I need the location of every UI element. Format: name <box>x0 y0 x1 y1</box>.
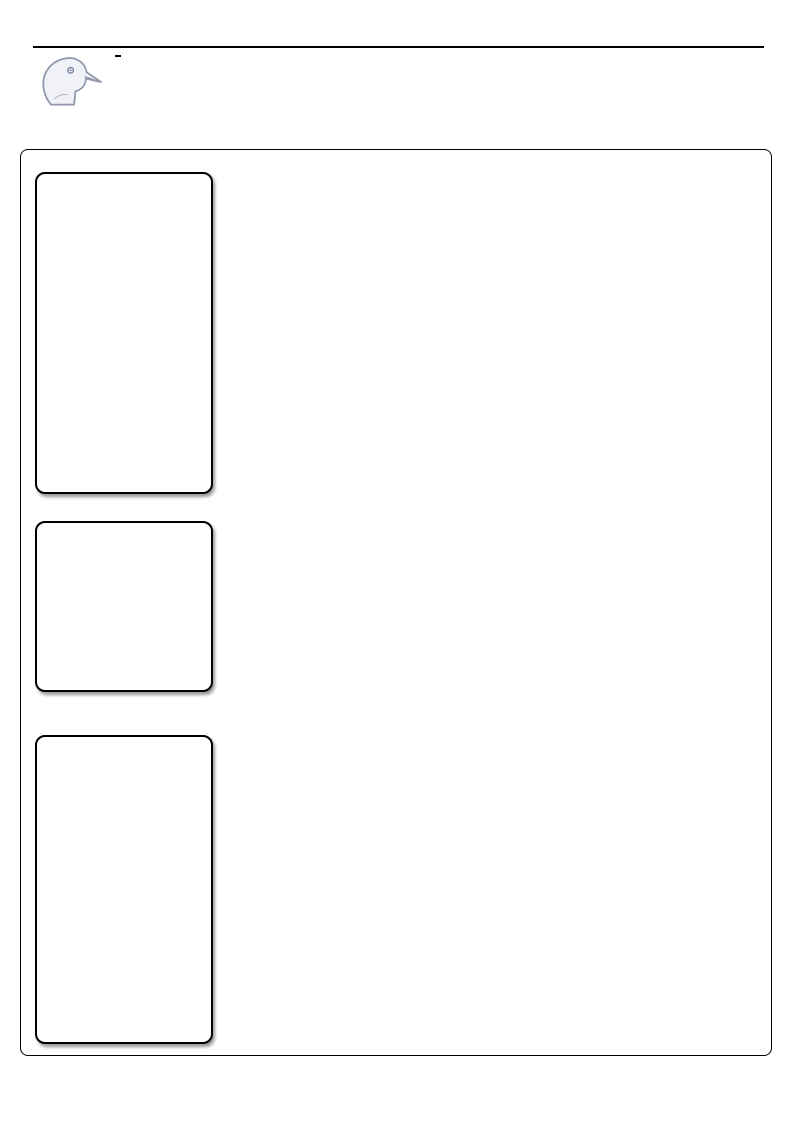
pigeon-head-icon <box>37 50 107 106</box>
breeder-logo <box>34 50 110 108</box>
father-box <box>35 172 213 494</box>
mother-box <box>35 735 213 1044</box>
header-top-divider <box>33 46 764 48</box>
breeder-name <box>115 52 121 57</box>
subject-box <box>35 521 213 692</box>
